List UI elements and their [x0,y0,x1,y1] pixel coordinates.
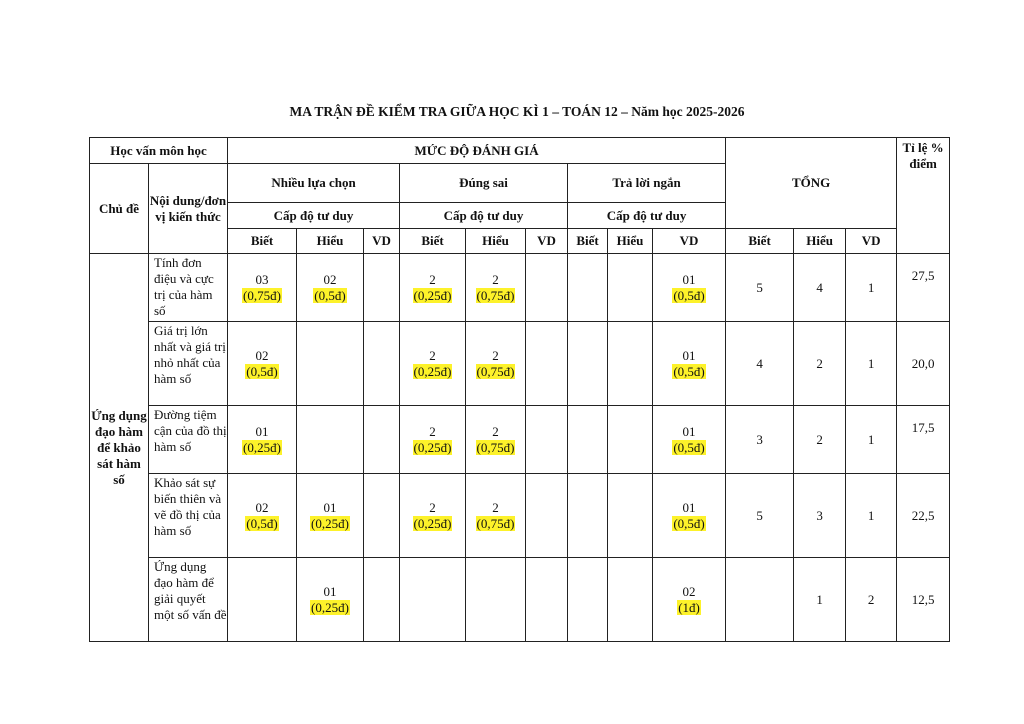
tl-biet-cell [568,474,608,558]
topic-cell: Ứng dụng đạo hàm để khảo sát hàm số [90,254,149,642]
total-vd-cell: 1 [846,406,897,474]
total-hieu-cell: 2 [794,406,846,474]
header-hoc-van: Học vấn môn học [90,138,228,164]
total-vd-cell: 2 [846,558,897,642]
table-row [90,254,950,322]
mc-hieu-cell: 01 (0,25đ) [297,474,364,558]
header-tong-hieu: Hiểu [794,229,846,254]
header-mc-vd: VD [364,229,400,254]
mc-hieu-cell [297,406,364,474]
mc-vd-cell [364,322,400,406]
header-tong-biet: Biết [726,229,794,254]
header-ti-le: Tỉ lệ % điểm [897,138,950,254]
header-chu-de: Chủ đề [90,164,149,254]
ratio-cell: 17,5 [897,406,950,474]
total-biet-cell: 4 [726,322,794,406]
mc-hieu-cell [297,322,364,406]
mc-hieu-cell: 01 (0,25đ) [297,558,364,642]
header-muc-do: MỨC ĐỘ ĐÁNH GIÁ [228,138,726,164]
header-tl-biet: Biết [568,229,608,254]
mc-vd-cell [364,254,400,322]
tl-biet-cell [568,558,608,642]
total-biet-cell: 5 [726,254,794,322]
ds-hieu-cell: 2 (0,75đ) [466,254,526,322]
tl-vd-cell: 02 (1đ) [653,558,726,642]
exam-matrix-table [89,137,950,642]
total-vd-cell: 1 [846,474,897,558]
header-ds-biet: Biết [400,229,466,254]
total-hieu-cell: 2 [794,322,846,406]
mc-biet-cell: 02 (0,5đ) [228,322,297,406]
ds-vd-cell [526,406,568,474]
ratio-cell: 22,5 [897,474,950,558]
tl-vd-cell: 01 (0,5đ) [653,474,726,558]
content-cell: Khảo sát sự biến thiên và vẽ đồ thị của hàm số [149,474,228,558]
tl-hieu-cell [608,254,653,322]
header-cap-do-ds: Cấp độ tư duy [400,203,568,229]
tl-hieu-cell [608,322,653,406]
total-hieu-cell: 4 [794,254,846,322]
mc-biet-cell [228,558,297,642]
tl-hieu-cell [608,406,653,474]
tl-hieu-cell [608,474,653,558]
total-biet-cell: 3 [726,406,794,474]
header-tl-vd: VD [653,229,726,254]
ratio-cell: 12,5 [897,558,950,642]
header-tong-vd: VD [846,229,897,254]
mc-vd-cell [364,474,400,558]
header-noi-dung: Nội dung/đơn vị kiến thức [149,164,228,254]
table-row [90,406,950,474]
ds-hieu-cell: 2 (0,75đ) [466,406,526,474]
table-row [90,558,950,642]
header-cap-do-mc: Cấp độ tư duy [228,203,400,229]
mc-biet-cell: 03 (0,75đ) [228,254,297,322]
header-tl-hieu: Hiểu [608,229,653,254]
ratio-cell: 27,5 [897,254,950,322]
total-hieu-cell: 3 [794,474,846,558]
mc-biet-cell: 01 (0,25đ) [228,406,297,474]
header-ds-vd: VD [526,229,568,254]
total-vd-cell: 1 [846,254,897,322]
ds-biet-cell: 2 (0,25đ) [400,322,466,406]
total-biet-cell: 5 [726,474,794,558]
tl-biet-cell [568,322,608,406]
header-dung-sai: Đúng sai [400,164,568,203]
ds-vd-cell [526,474,568,558]
tl-vd-cell: 01 (0,5đ) [653,406,726,474]
ds-hieu-cell [466,558,526,642]
tl-vd-cell: 01 (0,5đ) [653,322,726,406]
total-hieu-cell: 1 [794,558,846,642]
ds-vd-cell [526,558,568,642]
tl-vd-cell: 01 (0,5đ) [653,254,726,322]
total-biet-cell [726,558,794,642]
mc-vd-cell [364,558,400,642]
tl-biet-cell [568,254,608,322]
document-title: MA TRẬN ĐỀ KIỂM TRA GIỮA HỌC KÌ 1 – TOÁN 12 – Năm học 2025-2026 [289,104,745,119]
ds-biet-cell: 2 (0,25đ) [400,406,466,474]
header-cap-do-tl: Cấp độ tư duy [568,203,726,229]
total-vd-cell: 1 [846,322,897,406]
table-row [90,322,950,406]
mc-biet-cell: 02 (0,5đ) [228,474,297,558]
ds-vd-cell [526,322,568,406]
content-cell: Giá trị lớn nhất và giá trị nhỏ nhất của hàm số [149,322,228,406]
header-mc-biet: Biết [228,229,297,254]
mc-hieu-cell: 02 (0,5đ) [297,254,364,322]
ds-biet-cell: 2 (0,25đ) [400,474,466,558]
header-mc-hieu: Hiểu [297,229,364,254]
table-row [90,474,950,558]
ds-biet-cell [400,558,466,642]
tl-biet-cell [568,406,608,474]
header-nhieu-lua-chon: Nhiều lựa chọn [228,164,400,203]
content-cell: Tính đơn điệu và cực trị của hàm số [149,254,228,322]
header-tra-loi-ngan: Trả lời ngắn [568,164,726,203]
content-cell: Đường tiệm cận của đồ thị hàm số [149,406,228,474]
header-ds-hieu: Hiểu [466,229,526,254]
mc-vd-cell [364,406,400,474]
tl-hieu-cell [608,558,653,642]
ds-biet-cell: 2 (0,25đ) [400,254,466,322]
ds-hieu-cell: 2 (0,75đ) [466,322,526,406]
ds-hieu-cell: 2 (0,75đ) [466,474,526,558]
content-cell: Ứng dụng đạo hàm để giải quyết một số vấn đề [149,558,228,642]
ds-vd-cell [526,254,568,322]
header-tong: TỔNG [726,138,897,229]
ratio-cell: 20,0 [897,322,950,406]
